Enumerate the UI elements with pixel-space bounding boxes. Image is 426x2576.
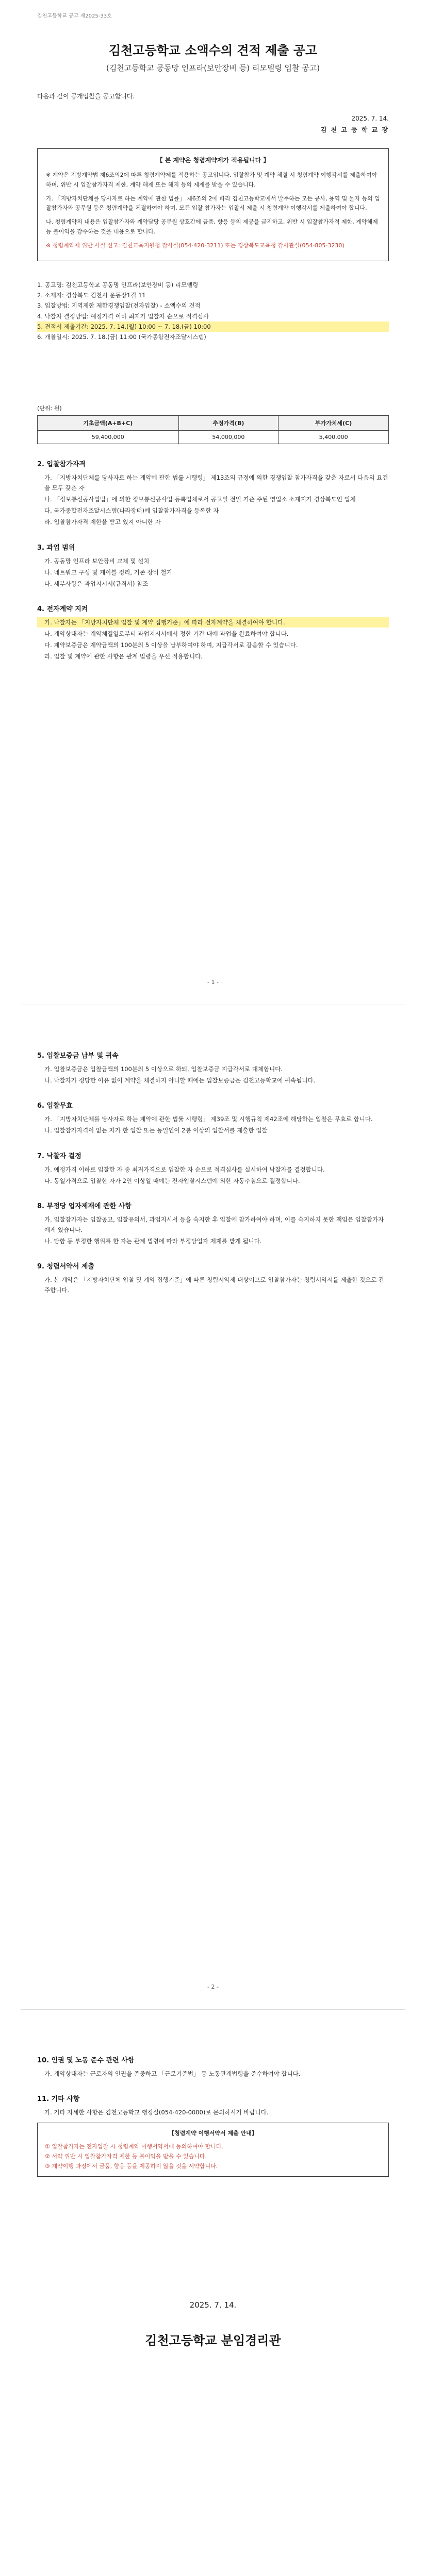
section-title: 11. 기타 사항 xyxy=(37,2095,80,2104)
section-line: 다. 계약보증금은 계약금액의 100분의 5 이상을 납부하여야 하며, 지급각서로 갈음할 수 있습니다. xyxy=(44,641,298,649)
section xyxy=(37,1200,389,1246)
section xyxy=(37,542,389,589)
pledge-line: ③ 계약이행 과정에서 금품, 향응 등을 제공하지 않을 것을 서약합니다. xyxy=(45,2163,218,2170)
section-line: 라. 입찰참가자격 제한을 받고 있지 아니한 자 xyxy=(44,518,161,526)
integrity-notice-box xyxy=(37,148,389,261)
list-item: 3. 입찰방법: 지역제한 제한경쟁입찰(전자입찰) - 소액수의 견적 xyxy=(37,302,201,310)
section-line: 나. 담합 등 부정한 행위를 한 자는 관계 법령에 따라 부정당업자 제재를 받게 됩니다. xyxy=(44,1238,262,1245)
section xyxy=(37,2055,389,2079)
page-3 xyxy=(0,2009,426,2576)
section-line: 가. 본 계약은 「지방자치단체 입찰 및 계약 집행기준」에 따른 청렴서약제 대상이므로 입찰참가자는 청렴서약서를 제출한 것으로 간주합니다. xyxy=(44,1276,385,1294)
page-2 xyxy=(0,1005,426,2009)
list-item: 4. 낙찰자 결정방법: 예정가격 이하 최저가 입찰자 순으로 적격심사 xyxy=(37,312,209,320)
pledge-box-title: 【청렴계약 이행서약서 제출 안내】 xyxy=(169,2130,257,2137)
table-cell: 59,400,000 xyxy=(38,430,179,444)
section-line: 나. 네트워크 구성 및 케이블 정리, 기존 장비 철거 xyxy=(44,568,172,576)
section-line: 나. 계약상대자는 계약체결일로부터 과업지시서에서 정한 기간 내에 과업을 완료하여야 합니다. xyxy=(44,630,289,638)
section-title: 8. 부정당 업자제재에 관한 사항 xyxy=(37,1202,132,1210)
section-line: 나. 동일가격으로 입찰한 자가 2인 이상일 때에는 전자입찰시스템에 의한 자동추첨으로 결정합니다. xyxy=(44,1177,300,1184)
section-line: 나. 낙찰자가 정당한 이유 없이 계약을 체결하지 아니할 때에는 입찰보증금은 김천고등학교에 귀속됩니다. xyxy=(44,1077,316,1084)
section-title: 10. 인권 및 노동 준수 관련 사항 xyxy=(37,2057,135,2064)
bid-summary-list xyxy=(37,280,389,342)
section-line: 라. 입찰 및 계약에 관한 사항은 관계 법령을 우선 적용합니다. xyxy=(44,653,203,660)
section-title: 9. 청렴서약서 제출 xyxy=(37,1263,94,1271)
table-header-row xyxy=(38,415,389,430)
table-header: 부가가치세(C) xyxy=(278,415,389,430)
closing-date: 2025. 7. 14. xyxy=(189,2300,237,2310)
section-line: 가. 「지방자치단체를 당사자로 하는 계약에 관한 법률 시행령」 제13조의 규정에 의한 경쟁입찰 참가자격을 갖춘 자로서 다음의 요건을 모두 갖춘 자 xyxy=(44,473,388,492)
section-line: 가. 입찰참가자는 입찰공고, 입찰유의서, 과업지시서 등을 숙지한 후 입찰에 참가하여야 하며, 이를 숙지하지 못한 책임은 입찰참가자에게 있습니다. xyxy=(44,1215,384,1233)
table-row xyxy=(38,430,389,444)
section-line: 가. 계약상대자는 근로자의 인권을 존중하고 「근로기준법」 등 노동관계법령을 준수하여야 합니다. xyxy=(44,2070,301,2077)
page-number: - 1 - xyxy=(207,979,219,986)
section-line: 가. 예정가격 이하로 입찰한 자 중 최저가격으로 입찰한 자 순으로 적격심사를 실시하여 낙찰자를 결정합니다. xyxy=(44,1165,325,1173)
table-unit-label: (단위: 원) xyxy=(37,404,62,412)
section-line: 나. 「정보통신공사업법」에 의한 정보통신공사업 등록업체로서 공고일 전일 기준 주된 영업소 소재지가 경상북도인 업체 xyxy=(44,496,356,503)
page-subtitle: (김천고등학교 공동망 인프라(보안장비 등) 리모델링 입찰 공고) xyxy=(106,63,320,73)
section-title: 3. 과업 범위 xyxy=(37,544,75,552)
section xyxy=(37,459,389,528)
section-line: 가. 기타 자세한 사항은 김천고등학교 행정실(054-420-0000)로 문의하시기 바랍니다. xyxy=(44,2109,269,2116)
list-item: 6. 개찰일시: 2025. 7. 18.(금) 11:00 (국가종합전자조달시스템) xyxy=(37,333,206,341)
section-line: 가. 「지방자치단체를 당사자로 하는 계약에 관한 법률 시행령」 제39조 및 시행규칙 제42조에 해당하는 입찰은 무효로 합니다. xyxy=(44,1115,373,1123)
list-item: 1. 공고명: 김천고등학교 공동망 인프라(보안장비 등) 리모델링 xyxy=(37,281,199,289)
notice-paragraph: 나. 청렴계약의 내용은 입찰참가자와 계약담당 공무원 상호간에 금품, 향응 등의 제공을 금지하고, 위반 시 입찰참가자격 제한, 계약해제 등 불이익을 감수하는 것을 내용으로 합니다. xyxy=(46,218,378,235)
base-amount-table xyxy=(37,415,389,444)
section-line: 다. 세부사항은 과업지시서(규격서) 참조 xyxy=(44,580,149,587)
section-line: 가. 공동망 인프라 보안장비 교체 및 설치 xyxy=(44,557,150,565)
section-line: 나. 입찰참가자격이 없는 자가 한 입찰 또는 동일인이 2통 이상의 입찰서를 제출한 입찰 xyxy=(44,1127,268,1134)
integrity-pledge-box xyxy=(37,2123,389,2177)
closing-issuer: 김천고등학교 분임경리관 xyxy=(145,2333,281,2348)
list-item: 5. 견적서 제출기간: 2025. 7. 14.(월) 10:00 ~ 7. 18.(금) 10:00 xyxy=(37,321,389,332)
notice-report-contact: ※ 청렴계약제 위반 사실 신고: 김천교육지원청 감사실(054-420-3211) 또는 경상북도교육청 감사관실(054-805-3230) xyxy=(46,242,345,249)
section xyxy=(37,2093,389,2117)
section xyxy=(37,1150,389,1186)
section-title: 6. 입찰무효 xyxy=(37,1102,73,1110)
notice-box-title: 【 본 계약은 청렴계약제가 적용됩니다 】 xyxy=(156,157,270,164)
table-cell: 54,000,000 xyxy=(178,430,278,444)
section-line: 가. 입찰보증금은 입찰금액의 100분의 5 이상으로 하되, 입찰보증금 지급각서로 대체합니다. xyxy=(44,1065,283,1073)
section-line: 다. 국가종합전자조달시스템(나라장터)에 입찰참가자격을 등록한 자 xyxy=(44,507,219,515)
table-header: 추정가격(B) xyxy=(178,415,278,430)
page-number: - 2 - xyxy=(207,1984,219,1990)
document-number: 김천고등학교 공고 제2025-33호 xyxy=(37,13,112,19)
section-title: 2. 입찰참가자격 xyxy=(37,460,86,468)
intro-text: 다음과 같이 공개입찰을 공고합니다. xyxy=(37,93,135,100)
pledge-line: ② 서약 위반 시 입찰참가자격 제한 등 불이익을 받을 수 있습니다. xyxy=(45,2153,207,2160)
section-title: 7. 낙찰자 결정 xyxy=(37,1152,81,1160)
page-1 xyxy=(0,0,426,1005)
list-item: 2. 소재지: 경상북도 김천시 운동장1길 11 xyxy=(37,292,146,299)
notice-paragraph: ※ 계약은 지방계약법 제6조의2에 따른 청렴계약제를 적용하는 공고입니다. 입찰참가 및 계약 체결 시 청렴계약 이행각서를 제출하여야 하며, 위반 시 입찰참가자격 제한, 계약 해제 또는 해지 등의 제재를 받을 수 있습니다. xyxy=(46,172,378,189)
section-line: 가. 낙찰자는 「지방자치단체 입찰 및 계약 집행기준」에 따라 전자계약을 체결하여야 합니다. xyxy=(37,617,389,628)
section xyxy=(37,1261,389,1295)
page-title: 김천고등학교 소액수의 견적 제출 공고 xyxy=(108,43,318,58)
table-cell: 5,400,000 xyxy=(278,430,389,444)
issuer-name: 김 천 고 등 학 교 장 xyxy=(320,126,389,133)
pledge-line: ① 입찰참가자는 전자입찰 시 청렴계약 이행서약서에 동의하여야 합니다. xyxy=(45,2143,223,2150)
section xyxy=(37,1100,389,1136)
section-title: 5. 입찰보증금 납부 및 귀속 xyxy=(37,1052,119,1060)
announcement-date: 2025. 7. 14. xyxy=(351,115,389,122)
section xyxy=(37,1050,389,1086)
table-header: 기초금액(A+B+C) xyxy=(38,415,179,430)
notice-paragraph: 가. 「지방자치단체를 당사자로 하는 계약에 관한 법률」 제6조의 2에 따라 김천고등학교에서 발주하는 모든 공사, 용역 및 물자 등의 입찰참가자와 공무원 등은 청렴계약을 체결하여야 하며, 모든 입찰 참가자는 입찰서 제출 시 청렴계약 이행각서를 제출하여야 합니다. xyxy=(46,195,380,212)
section-title: 4. 전자계약 지켜 xyxy=(37,605,88,613)
section xyxy=(37,603,389,662)
